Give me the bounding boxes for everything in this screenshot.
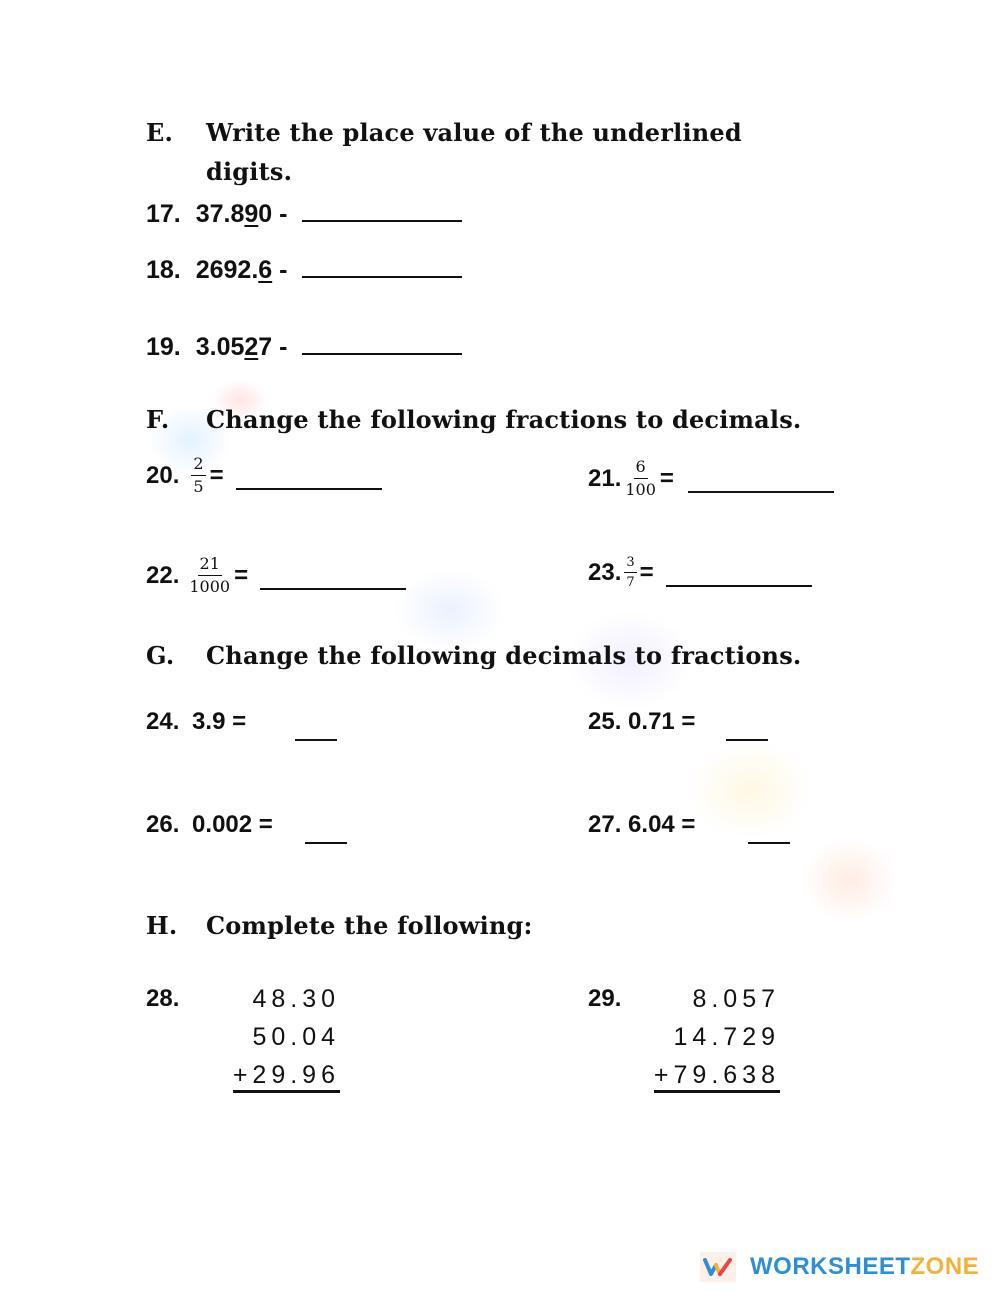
section-f-letter: F. [146,405,170,434]
brand-name: WORKSHEETZONE [750,1253,980,1280]
addend-2: 14.729 [673,1023,780,1051]
question-expression: 3.9 = [192,708,247,735]
addend-3: +29.96 [233,1061,340,1093]
question-28-addition [200,985,340,1090]
underlined-digit: 6 [258,256,273,284]
section-e-title-line1: Write the place value of the underlined [206,118,742,147]
fraction: $\frac{3}{7}$ [626,555,635,590]
fraction: $\frac{6}{100}$ [625,457,656,499]
answer-blank[interactable] [295,739,337,741]
section-g-letter: G. [146,641,175,670]
section-h-title: Complete the following: [206,911,533,940]
underlined-digit: 9 [244,200,259,228]
question-28-number: 28. [146,985,180,1012]
addend-3: +79.638 [654,1061,780,1093]
equals-sign: = [234,561,249,589]
question-expression: 6.04 = [628,811,696,838]
w-logo-icon [700,1252,736,1282]
question-expression: 0.71 = [628,708,696,735]
question-27 [588,811,790,839]
question-number: 27. [588,811,622,838]
question-22 [146,555,406,596]
addend-1: 8.057 [692,985,780,1013]
question-number: 17. [146,200,181,228]
section-e-letter: E. [146,118,174,147]
fraction: $\frac{2}{5}$ [193,454,204,496]
equals-sign: = [209,461,224,489]
question-number: 21. [588,464,622,492]
question-21 [588,458,834,499]
answer-blank[interactable] [748,842,790,844]
question-value: 3.0527 - [195,333,288,361]
answer-blank[interactable] [302,220,462,222]
section-g-title: Change the following decimals to fractions. [206,641,802,670]
question-25 [588,708,768,736]
section-f-title: Change the following fractions to decimals. [206,405,802,434]
equals-sign: = [659,464,674,492]
question-number: 26. [146,811,180,838]
question-29-addition [610,985,780,1090]
question-number: 19. [146,333,181,361]
question-20 [146,455,382,496]
answer-blank[interactable] [726,739,768,741]
answer-blank[interactable] [302,276,462,278]
question-19 [146,333,462,362]
question-value: 2692.6 - [195,256,288,284]
answer-blank[interactable] [305,842,347,844]
question-number: 24. [146,708,180,735]
underlined-digit: 2 [244,333,259,361]
worksheetzone-logo[interactable] [700,1252,979,1282]
question-17 [146,200,462,229]
question-number: 22. [146,561,180,589]
question-29-number: 29. [588,985,622,1012]
section-h-letter: H. [146,911,178,940]
question-number: 25. [588,708,622,735]
answer-blank[interactable] [260,588,406,590]
question-value: 37.890 - [195,200,288,228]
question-number: 20. [146,461,180,489]
answer-blank[interactable] [688,491,834,493]
answer-blank[interactable] [666,585,812,587]
question-18 [146,256,462,285]
addend-1: 48.30 [252,985,340,1013]
question-expression: 0.002 = [192,811,273,838]
question-number: 18. [146,256,181,284]
fraction: $\frac{21}{1000}$ [189,554,231,596]
question-26 [146,811,347,839]
addend-2: 50.04 [252,1023,340,1051]
question-number: 23. [588,558,622,586]
equals-sign: = [639,558,654,586]
answer-blank[interactable] [236,488,382,490]
answer-blank[interactable] [302,353,462,355]
question-24 [146,708,337,736]
question-23 [588,555,812,590]
section-e-title-line2: digits. [206,157,293,186]
